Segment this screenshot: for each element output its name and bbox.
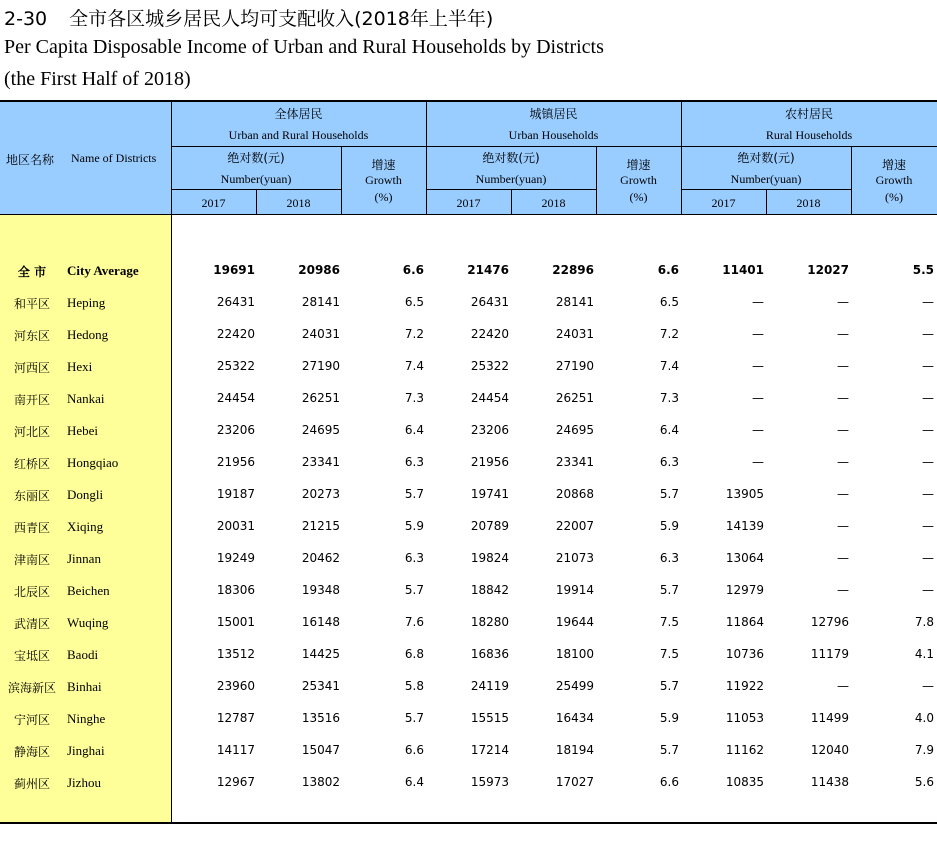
- cell-urban-2017: 15973: [470, 775, 509, 789]
- group-urban-en: Urban Households: [508, 128, 599, 142]
- cell-all-2017: 25322: [216, 359, 255, 373]
- table-row: [0, 638, 937, 670]
- growth-unit: (%): [629, 190, 648, 204]
- cell-rural-2018: 12040: [810, 743, 849, 757]
- district-name-cn: 宝坻区: [13, 649, 50, 663]
- district-name-cn: 河西区: [13, 361, 50, 375]
- cell-rural-growth: —: [922, 551, 934, 565]
- cell-all-2018: 16148: [301, 615, 340, 629]
- cell-urban-growth: 7.3: [659, 391, 679, 405]
- cell-rural-growth: —: [922, 327, 934, 341]
- cell-urban-2018: 22896: [552, 263, 594, 277]
- cell-urban-growth: 7.5: [659, 615, 679, 629]
- district-name-en: Hexi: [67, 359, 93, 374]
- district-name-en: Jinnan: [67, 551, 101, 566]
- cell-all-growth: 6.5: [404, 295, 424, 309]
- growth-header-cn: 增速: [881, 158, 906, 172]
- cell-all-growth: 5.7: [404, 711, 424, 725]
- cell-all-growth: 7.6: [404, 615, 424, 629]
- cell-urban-2017: 25322: [470, 359, 509, 373]
- year-divider: [511, 189, 512, 214]
- cell-rural-2018: —: [837, 679, 849, 693]
- group-all-cn: 全体居民: [274, 107, 323, 121]
- cell-urban-2018: 19644: [555, 615, 594, 629]
- cell-all-2018: 21215: [301, 519, 340, 533]
- cell-all-2017: 12967: [216, 775, 255, 789]
- cell-urban-2018: 28141: [555, 295, 594, 309]
- district-name-cn: 滨海新区: [7, 681, 56, 695]
- district-name-en: Jinghai: [67, 743, 105, 758]
- table-row: [0, 478, 937, 510]
- growth-divider: [341, 146, 342, 214]
- cell-all-2017: 15001: [216, 615, 255, 629]
- table-number: 2-30: [4, 8, 48, 30]
- cell-rural-growth: —: [922, 295, 934, 309]
- district-name-en: Wuqing: [67, 615, 109, 630]
- cell-all-2018: 13802: [301, 775, 340, 789]
- cell-all-2018: 27190: [301, 359, 340, 373]
- cell-rural-growth: 4.1: [914, 647, 934, 661]
- district-name-cn: 静海区: [13, 745, 50, 759]
- cell-rural-2017: 11053: [725, 711, 764, 725]
- cell-urban-2018: 18194: [555, 743, 594, 757]
- cell-all-2018: 15047: [301, 743, 340, 757]
- year-2018-header: 2018: [541, 196, 566, 210]
- cell-urban-2017: 24119: [470, 679, 509, 693]
- cell-urban-2018: 25499: [555, 679, 594, 693]
- year-2017-header: 2017: [456, 196, 481, 210]
- table-title-cn: [4, 4, 493, 31]
- cell-all-2017: 20031: [216, 519, 255, 533]
- district-name-en: Baodi: [67, 647, 99, 662]
- cell-urban-2018: 19914: [555, 583, 594, 597]
- cell-urban-2018: 16434: [555, 711, 594, 725]
- table-row: [0, 542, 937, 574]
- abs-header-cn: 绝对数(元): [737, 151, 795, 165]
- cell-all-2018: 24031: [301, 327, 340, 341]
- cell-rural-2018: —: [837, 327, 849, 341]
- year-2018-header: 2018: [796, 196, 821, 210]
- cell-all-2018: 26251: [301, 391, 340, 405]
- year-2017-header: 2017: [201, 196, 226, 210]
- cell-rural-growth: —: [922, 423, 934, 437]
- cell-urban-2018: 21073: [555, 551, 594, 565]
- district-name-en: Jizhou: [67, 775, 101, 790]
- cell-all-growth: 6.3: [404, 455, 424, 469]
- group-rural-cn: 农村居民: [784, 107, 833, 121]
- cell-rural-2017: —: [752, 391, 764, 405]
- table-row: [0, 446, 937, 478]
- district-name-en: Ninghe: [67, 711, 106, 726]
- cell-all-2018: 25341: [301, 679, 340, 693]
- cell-all-2017: 14117: [216, 743, 255, 757]
- cell-rural-growth: 7.9: [914, 743, 934, 757]
- cell-all-growth: 6.8: [404, 647, 424, 661]
- cell-rural-2018: 11438: [810, 775, 849, 789]
- cell-all-2017: 22420: [216, 327, 255, 341]
- cell-rural-2017: 13064: [725, 551, 764, 565]
- growth-divider: [596, 146, 597, 214]
- district-name-cn: 武清区: [13, 617, 50, 631]
- district-name-cn: 红桥区: [13, 457, 50, 471]
- cell-rural-2017: —: [752, 455, 764, 469]
- cell-rural-growth: 5.6: [914, 775, 934, 789]
- cell-urban-2017: 19824: [470, 551, 509, 565]
- cell-rural-2017: —: [752, 359, 764, 373]
- cell-all-2017: 23960: [216, 679, 255, 693]
- group-divider: [681, 101, 682, 214]
- cell-all-2018: 20273: [301, 487, 340, 501]
- cell-rural-growth: —: [922, 455, 934, 469]
- cell-urban-growth: 6.5: [659, 295, 679, 309]
- district-name-cn: 河东区: [13, 329, 50, 343]
- cell-rural-growth: —: [922, 391, 934, 405]
- year-2017-header: 2017: [711, 196, 736, 210]
- cell-rural-growth: —: [922, 359, 934, 373]
- cell-all-2018: 19348: [301, 583, 340, 597]
- year-2018-header: 2018: [286, 196, 311, 210]
- cell-urban-growth: 5.7: [659, 679, 679, 693]
- district-name-en: Xiqing: [67, 519, 104, 534]
- district-name-cn: 宁河区: [13, 713, 50, 727]
- cell-all-2018: 13516: [301, 711, 340, 725]
- growth-header-en: Growth: [875, 173, 913, 187]
- cell-all-2018: 20986: [298, 263, 340, 277]
- group-urban-cn: 城镇居民: [529, 107, 578, 121]
- cell-rural-2018: —: [837, 391, 849, 405]
- cell-all-growth: 6.3: [404, 551, 424, 565]
- district-name-cn: 和平区: [13, 297, 50, 311]
- cell-all-growth: 7.3: [404, 391, 424, 405]
- cell-urban-2017: 21956: [470, 455, 509, 469]
- cell-rural-2018: —: [837, 519, 849, 533]
- cell-urban-growth: 5.7: [659, 487, 679, 501]
- cell-rural-2018: —: [837, 551, 849, 565]
- cell-urban-growth: 6.6: [657, 263, 679, 277]
- abs-header-cn: 绝对数(元): [482, 151, 540, 165]
- table-row: [0, 414, 937, 446]
- abs-header-en: Number(yuan): [220, 172, 292, 186]
- cell-rural-2017: 12979: [725, 583, 764, 597]
- district-name-en: City Average: [67, 263, 139, 278]
- cell-rural-growth: —: [922, 519, 934, 533]
- table-row: [0, 766, 937, 798]
- table-row: [0, 574, 937, 606]
- cell-rural-growth: 5.5: [912, 263, 934, 277]
- cell-rural-2018: —: [837, 423, 849, 437]
- district-name-en: Heping: [67, 295, 106, 310]
- district-header-cn: 地区名称: [6, 153, 55, 167]
- cell-rural-2018: 12027: [807, 263, 849, 277]
- cell-rural-2017: 10835: [725, 775, 764, 789]
- cell-all-2017: 26431: [216, 295, 255, 309]
- cell-all-2017: 13512: [216, 647, 255, 661]
- table-row: [0, 510, 937, 542]
- cell-urban-growth: 5.9: [659, 711, 679, 725]
- cell-all-2017: 24454: [216, 391, 255, 405]
- cell-urban-2018: 24031: [555, 327, 594, 341]
- cell-urban-2018: 27190: [555, 359, 594, 373]
- table-row: [0, 734, 937, 766]
- cell-all-2017: 21956: [216, 455, 255, 469]
- district-name-cn: 蓟州区: [13, 777, 50, 791]
- cell-all-2018: 28141: [301, 295, 340, 309]
- cell-urban-2018: 23341: [555, 455, 594, 469]
- cell-rural-2018: —: [837, 455, 849, 469]
- abs-header-cn: 绝对数(元): [227, 151, 285, 165]
- cell-urban-growth: 7.2: [659, 327, 679, 341]
- cell-urban-2018: 22007: [555, 519, 594, 533]
- cell-all-growth: 5.9: [404, 519, 424, 533]
- growth-header-en: Growth: [620, 173, 657, 187]
- cell-all-2017: 19691: [213, 263, 255, 277]
- group-rural-en: Rural Households: [765, 128, 853, 142]
- table-row: [0, 606, 937, 638]
- cell-rural-2018: —: [837, 359, 849, 373]
- cell-rural-2017: 11401: [722, 263, 764, 277]
- cell-all-growth: 5.7: [404, 583, 424, 597]
- year-divider: [766, 189, 767, 214]
- district-name-en: Dongli: [67, 487, 104, 502]
- district-name-en: Beichen: [67, 583, 110, 598]
- cell-rural-growth: 4.0: [914, 711, 934, 725]
- cell-rural-2017: 10736: [725, 647, 764, 661]
- table-row: [0, 382, 937, 414]
- cell-urban-2017: 16836: [470, 647, 509, 661]
- district-name-en: Nankai: [67, 391, 105, 406]
- cell-rural-2018: —: [837, 583, 849, 597]
- cell-all-2017: 12787: [216, 711, 255, 725]
- cell-all-2018: 24695: [301, 423, 340, 437]
- cell-rural-growth: 7.8: [914, 615, 934, 629]
- district-name-cn: 北辰区: [13, 585, 50, 599]
- abs-header-en: Number(yuan): [730, 172, 802, 186]
- cell-all-growth: 6.4: [404, 423, 424, 437]
- cell-urban-2017: 21476: [467, 263, 509, 277]
- growth-divider: [851, 146, 852, 214]
- cell-rural-2017: —: [752, 423, 764, 437]
- table-row: [0, 318, 937, 350]
- cell-rural-2017: 14139: [725, 519, 764, 533]
- cell-urban-2018: 17027: [555, 775, 594, 789]
- cell-urban-2017: 19741: [470, 487, 509, 501]
- cell-rural-2018: —: [837, 295, 849, 309]
- district-name-cn: 东丽区: [13, 489, 50, 503]
- growth-header-en: Growth: [365, 173, 402, 187]
- district-name-cn: 全 市: [17, 265, 47, 279]
- cell-all-growth: 7.2: [404, 327, 424, 341]
- cell-urban-growth: 6.4: [659, 423, 679, 437]
- growth-header-cn: 增速: [371, 158, 396, 172]
- cell-urban-growth: 5.9: [659, 519, 679, 533]
- cell-urban-2017: 18842: [470, 583, 509, 597]
- cell-rural-2017: 11864: [725, 615, 764, 629]
- cell-rural-growth: —: [922, 679, 934, 693]
- cell-rural-2018: 12796: [810, 615, 849, 629]
- cell-all-2017: 23206: [216, 423, 255, 437]
- cell-urban-2018: 18100: [555, 647, 594, 661]
- group-subheader-rule: [171, 146, 937, 147]
- cell-all-2018: 23341: [301, 455, 340, 469]
- cell-all-2018: 14425: [301, 647, 340, 661]
- cell-urban-growth: 5.7: [659, 743, 679, 757]
- group-divider: [426, 101, 427, 214]
- cell-rural-2018: —: [837, 487, 849, 501]
- cell-urban-2017: 17214: [470, 743, 509, 757]
- growth-unit: (%): [885, 190, 903, 204]
- cell-rural-2017: 11922: [725, 679, 764, 693]
- district-name-en: Hongqiao: [67, 455, 119, 470]
- district-name-en: Binhai: [67, 679, 102, 694]
- cell-all-2017: 19187: [216, 487, 255, 501]
- cell-urban-2017: 15515: [470, 711, 509, 725]
- cell-all-2017: 18306: [216, 583, 255, 597]
- cell-all-growth: 7.4: [404, 359, 424, 373]
- table-row: [0, 702, 937, 734]
- cell-rural-2017: 13905: [725, 487, 764, 501]
- cell-all-growth: 6.6: [404, 743, 424, 757]
- cell-urban-2017: 18280: [470, 615, 509, 629]
- growth-unit: (%): [374, 190, 393, 204]
- district-name-en: Hedong: [67, 327, 109, 342]
- cell-urban-growth: 5.7: [659, 583, 679, 597]
- header-top-rule: [0, 100, 937, 102]
- cell-all-growth: 6.4: [404, 775, 424, 789]
- district-name-cn: 河北区: [13, 425, 50, 439]
- table-title-en: Per Capita Disposable Income of Urban and Rural Households by Districts: [4, 36, 604, 58]
- district-name-cn: 西青区: [13, 521, 50, 535]
- cell-urban-2018: 26251: [555, 391, 594, 405]
- cell-urban-growth: 7.4: [659, 359, 679, 373]
- cell-rural-2017: —: [752, 295, 764, 309]
- table-row: [0, 254, 937, 286]
- cell-urban-2017: 22420: [470, 327, 509, 341]
- table-row: [0, 286, 937, 318]
- cell-urban-2017: 20789: [470, 519, 509, 533]
- cell-all-growth: 5.7: [404, 487, 424, 501]
- cell-urban-2018: 20868: [555, 487, 594, 501]
- cell-urban-2018: 24695: [555, 423, 594, 437]
- cell-rural-growth: —: [922, 583, 934, 597]
- cell-rural-2017: 11162: [725, 743, 764, 757]
- cell-rural-2017: —: [752, 327, 764, 341]
- cell-all-2018: 20462: [301, 551, 340, 565]
- cell-urban-2017: 26431: [470, 295, 509, 309]
- cell-urban-2017: 24454: [470, 391, 509, 405]
- cell-urban-growth: 6.6: [659, 775, 679, 789]
- table-row: [0, 670, 937, 702]
- table-title-cn-text: 全市各区城乡居民人均可支配收入(2018年上半年): [69, 8, 494, 30]
- cell-urban-growth: 6.3: [659, 455, 679, 469]
- group-all-en: Urban and Rural Households: [228, 128, 369, 142]
- year-divider: [256, 189, 257, 214]
- cell-urban-growth: 7.5: [659, 647, 679, 661]
- table-header: [0, 101, 937, 214]
- cell-all-growth: 6.6: [402, 263, 424, 277]
- table-subtitle-en: (the First Half of 2018): [4, 68, 191, 90]
- cell-urban-2017: 23206: [470, 423, 509, 437]
- table-row: [0, 350, 937, 382]
- table-bottom-rule: [0, 822, 937, 824]
- cell-urban-growth: 6.3: [659, 551, 679, 565]
- cell-rural-growth: —: [922, 487, 934, 501]
- cell-rural-2018: 11499: [810, 711, 849, 725]
- cell-all-2017: 19249: [216, 551, 255, 565]
- cell-rural-2018: 11179: [810, 647, 849, 661]
- growth-header-cn: 增速: [626, 158, 651, 172]
- abs-header-en: Number(yuan): [475, 172, 547, 186]
- district-header-en: Name of Districts: [71, 151, 157, 165]
- district-name-en: Hebei: [67, 423, 99, 438]
- district-name-cn: 津南区: [13, 553, 50, 567]
- cell-all-growth: 5.8: [404, 679, 424, 693]
- district-name-cn: 南开区: [13, 393, 50, 407]
